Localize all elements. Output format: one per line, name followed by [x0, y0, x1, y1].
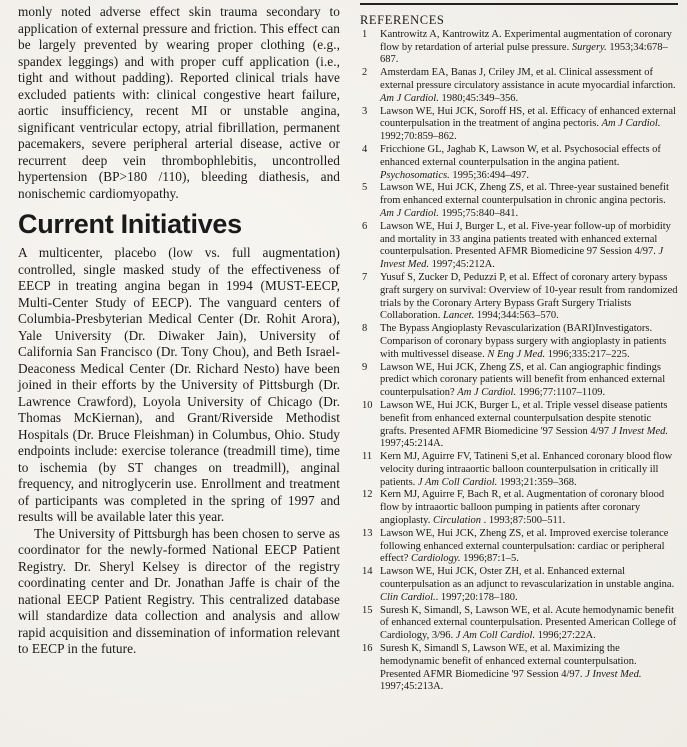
reference-citation: 1997;45:214A.: [380, 438, 444, 450]
reference-body: Lawson WE, Hui JCK, Oster ZH, et al. Enhanced external counterpulsation as an adjunct to revascularization in unstable angina.: [380, 566, 675, 591]
reference-citation: 1996;77:1107–1109.: [516, 387, 606, 399]
reference-number: 9: [362, 361, 368, 373]
reference-journal: Psychosomatics.: [380, 169, 450, 181]
reference-number: 10: [362, 399, 373, 411]
reference-text: [380, 144, 678, 182]
reference-journal: Circulation: [432, 515, 482, 527]
reference-number: 14: [362, 566, 373, 578]
left-column: [18, 4, 340, 658]
reference-text: [380, 643, 678, 694]
reference-number: 13: [362, 527, 373, 539]
reference-text: [380, 182, 678, 220]
reference-number: 4: [362, 143, 368, 155]
reference-item: [360, 643, 678, 694]
reference-body: Kern MJ, Aguirre F, Bach R, et al. Augmentation of coronary blood flow by intraaortic balloon pumping in patients after coronary angioplasty.: [380, 489, 665, 527]
reference-journal: Am J Cardiol.: [380, 207, 439, 219]
reference-item: [360, 182, 678, 220]
reference-body: Lawson WE, Hui JCK, Burger L, et al. Triple vessel disease patients benefit from enhanced external counterpulsation despite stenotic grafts. Presented AFMR Biomedicine '97 Session 4/97: [380, 399, 668, 437]
body-paragraph-2: The University of Pittsburgh has been chosen to serve as coordinator for the newly-formed National EECP Patient Registry. Dr. Sheryl Kelsey is director of the registry coordinating center and Dr. Jonathan Jaffe is chair of the national EECP Patient Registry. This centralized database will standardize data collection and analysis and allow rapid acquisition and dissemination of information relevant to EECP in the future.: [18, 525, 340, 656]
reference-journal: Cardiology.: [411, 553, 461, 565]
reference-journal: J Invest Med.: [380, 246, 664, 271]
reference-body: Lawson WE, Hui JCK, Zheng ZS, et al. Improved exercise tolerance following enhanced external counterpulsation: cardiac or peripheral effect?: [380, 527, 669, 565]
reference-item: [360, 106, 678, 144]
reference-journal: N Eng J Med.: [487, 348, 546, 360]
reference-citation: 1995;75:840–841.: [438, 207, 519, 219]
reference-text: [380, 323, 678, 361]
reference-citation: . 1997;20:178–180.: [435, 591, 518, 603]
reference-item: [360, 144, 678, 182]
reference-body: Fricchione GL, Jaghab K, Lawson W, et al. Psychosocial effects of enhanced external counterpulsation in the angina patient.: [380, 143, 661, 168]
reference-citation: 1996;27:22A.: [535, 630, 596, 642]
body-paragraph-1: A multicenter, placebo (low vs. full augmentation) controlled, single masked study of the effectiveness of EECP in treating angina began in 1994 (MUST-EECP, Multi-Center Study of EECP). The vanguard centers of Columbia-Presbyterian Medical Center (Dr. Rohit Arora), Yale University (Dr. Diwaker Jain), University of California San Francisco (Dr. Tony Chou), and Beth Israel-Deaconess Medical Center (Dr. Richard Nesto) have been joined in their efforts by the University of Pittsburgh (Dr. Lawrence Crawford), Loyola University of Chicago (Dr. Thomas McKiernan), and Grant/Riverside Methodist Hospitals (Dr. Bruce Fleishman) in Columbus, Ohio. Study endpoints include: exercise tolerance (treadmill time), time to ischemia (by ST changes on treadmill), anginal frequency, and nitroglycerin use. Enrollment and treatment of participants was completed in the spring of 1997 and results will be available later this year.: [18, 245, 340, 524]
reference-journal: Surgery.: [571, 41, 607, 53]
reference-text: [380, 489, 678, 527]
reference-citation: 1992;70:859–862.: [380, 131, 457, 143]
reference-citation: 1994;344:563–570.: [474, 310, 559, 322]
reference-text: [380, 566, 678, 604]
reference-text: [380, 106, 678, 144]
reference-citation: 1993;21:359–368.: [497, 476, 577, 488]
reference-number: 16: [362, 643, 373, 655]
reference-citation: 1996;87:1–5.: [460, 553, 519, 565]
reference-text: [380, 221, 678, 272]
reference-number: 8: [362, 323, 368, 335]
reference-item: [360, 400, 678, 451]
reference-text: [380, 605, 678, 643]
reference-journal: Am J Cardiol.: [601, 118, 661, 130]
reference-text: [380, 528, 678, 566]
reference-citation: . 1993;87:500–511.: [481, 515, 566, 527]
reference-number: 12: [362, 489, 373, 501]
reference-body: Kern MJ, Aguirre FV, Tatineni S,et al. Enhanced coronary blood flow velocity during intraaortic balloon counterpulsation in critically ill patients.: [380, 451, 673, 488]
reference-body: Lawson WE, Hui J, Burger L, et al. Five-year follow-up of morbidity and mortality in 33 angina patients treated with enhanced external counterpulsation. Presented AFMR Biomedicine 97 Session 4/97.: [380, 220, 671, 258]
reference-item: [360, 272, 678, 323]
reference-journal: J Am Coll Cardiol.: [417, 476, 498, 488]
reference-number: 5: [362, 182, 368, 194]
reference-body: Amsterdam EA, Banas J, Criley JM, et al. Clinical assessment of external pressure circulatory assistance in acute myocardial infarction.: [380, 67, 676, 91]
reference-number: 11: [362, 451, 373, 463]
reference-journal: Clin Cardiol.: [380, 591, 436, 603]
reference-number: 3: [362, 105, 368, 117]
reference-citation: 1995;36:494–497.: [449, 169, 530, 181]
reference-journal: Am J Cardiol.: [380, 92, 439, 104]
reference-journal: J Am Coll Cardiol.: [455, 630, 536, 642]
reference-citation: 1980;45:349–356.: [438, 92, 519, 104]
reference-body: The Bypass Angioplasty Revascularization (BARI)Investigators. Comparison of coronary bypass surgery with angioplasty in patients with multivessel disease.: [380, 323, 667, 360]
references-top-rule: [360, 3, 678, 5]
section-heading: Current Initiatives: [18, 209, 242, 239]
reference-citation: 1997;45:213A.: [380, 681, 444, 693]
reference-number: 6: [362, 220, 368, 232]
reference-item: [360, 67, 678, 105]
reference-body: Lawson WE, Hui JCK, Zheng ZS, et al. Can angiographic findings predict which coronary patients will benefit from enhanced external counterpulsation?: [380, 361, 666, 399]
reference-item: [360, 451, 678, 489]
reference-journal: Am J Cardiol.: [457, 387, 517, 399]
reference-item: [360, 323, 678, 361]
reference-body: Lawson WE, Hui JCK, Zheng ZS, et al. Three-year sustained benefit from enhanced external counterpulsation in chronic angina pectoris.: [380, 182, 669, 207]
reference-citation: 1997;45:212A.: [428, 259, 495, 271]
reference-number: 2: [362, 67, 368, 79]
reference-body: Suresh K, Simandl, S, Lawson WE, et al. Acute hemodynamic benefit of enhanced external counterpulsation. Presented American College of Cardiology, 3/96.: [380, 604, 677, 642]
reference-item: [360, 221, 678, 272]
references-column: [360, 14, 678, 694]
reference-text: [380, 451, 678, 489]
reference-text: [380, 29, 678, 67]
reference-journal: J Invest Med.: [611, 425, 668, 437]
intro-paragraph: monly noted adverse effect skin trauma secondary to application of external pressure and friction. This effect can be largely prevented by wearing proper clothing (e.g., spandex leggings) and with proper cuff application (i.e., tight and without padding). Reported clinical trials have excluded patients with: clinical congestive heart failure, aortic insufficiency, recent MI or unstable angina, significant ventricular ectopy, atrial fibrillation, permanent pacemakers, severe peripheral arterial disease, active or recurrent deep vein thrombophlebitis, uncontrolled hypertension (BP>180 /110), bleeding diathesis, and nonischemic cardiomyopathy.: [18, 4, 340, 201]
reference-text: [380, 272, 678, 323]
reference-item: [360, 528, 678, 566]
reference-body: Kantrowitz A, Kantrowitz A. Experimental augmentation of coronary flow by retardation of arterial pulse pressure.: [380, 28, 672, 53]
reference-text: [380, 362, 678, 400]
reference-citation: 1953;34:678–687.: [380, 41, 668, 66]
reference-item: [360, 29, 678, 67]
reference-citation: 1996;335:217–225.: [545, 348, 630, 360]
reference-number: 15: [362, 604, 373, 616]
reference-journal: J Invest Med.: [585, 668, 642, 680]
reference-item: [360, 362, 678, 400]
references-list: [360, 29, 678, 694]
reference-number: 1: [362, 28, 368, 40]
reference-text: [380, 67, 678, 105]
references-title: REFERENCES: [360, 13, 445, 27]
reference-body: Lawson WE, Hui JCK, Soroff HS, et al. Efficacy of enhanced external counterpulsation in the treatment of angina pectoris.: [380, 105, 676, 130]
reference-number: 7: [362, 271, 368, 283]
reference-body: Suresh K, Simandl S, Lawson WE, et al. Maximizing the hemodynamic benefit of enhanced external counterpulsation. Presented AFMR Biomedicine '97 Session 4/97.: [380, 643, 637, 680]
reference-item: [360, 489, 678, 527]
reference-item: [360, 566, 678, 604]
reference-journal: Lancet.: [443, 310, 475, 322]
reference-item: [360, 605, 678, 643]
reference-text: [380, 400, 678, 451]
reference-body: Yusuf S, Zucker D, Peduzzi P, et al. Effect of coronary artery bypass graft surgery on survival: Overview of 10-year result from randomized trials by the Coronary Artery Bypass Graft Surgery Trialists Collaboration.: [380, 271, 678, 322]
